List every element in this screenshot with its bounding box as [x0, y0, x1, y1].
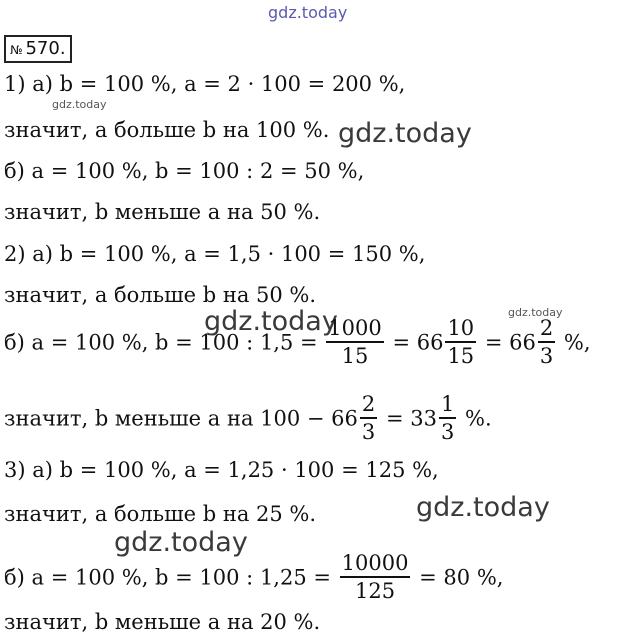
number-sign: №: [10, 43, 23, 57]
denominator: 15: [326, 341, 383, 369]
expr-part: б) a = 100 %, b = 100 : 1,25 =: [4, 565, 331, 590]
watermark: gdz.today: [508, 306, 563, 319]
fraction: [340, 550, 411, 604]
expr-part: = 33: [385, 406, 437, 431]
numerator: 1: [440, 392, 455, 416]
denominator: 3: [360, 417, 377, 445]
expr-part: = 66: [484, 330, 536, 355]
denominator: 15: [445, 341, 476, 369]
watermark: gdz.today: [114, 527, 248, 558]
expr-part: = 80 %,: [419, 565, 504, 590]
line-7: [4, 317, 591, 371]
problem-number: [4, 35, 72, 63]
expr-part: %,: [563, 330, 591, 355]
watermark: gdz.today: [268, 3, 348, 22]
expr-part: %.: [465, 406, 492, 431]
watermark: gdz.today: [204, 306, 338, 337]
numerator: 1000: [328, 316, 382, 340]
expr-part: = 66: [392, 330, 444, 355]
fraction: [360, 391, 377, 445]
line-1: 1) а) b = 100 %, a = 2 · 100 = 200 %,: [4, 72, 406, 96]
numerator: 2: [539, 316, 554, 340]
number-value: 570.: [25, 38, 66, 59]
line-4: значит, b меньше a на 50 %.: [4, 200, 321, 224]
line-12: значит, b меньше a на 20 %.: [4, 610, 321, 634]
line-10: значит, a больше b на 25 %.: [4, 502, 317, 526]
line-8: [4, 393, 492, 447]
line-9: 3) а) b = 100 %, a = 1,25 · 100 = 125 %,: [4, 458, 439, 482]
expr-part: значит, b меньше a на 100 − 66: [4, 406, 358, 431]
numerator: 10: [447, 316, 475, 340]
numerator: 10000: [341, 551, 409, 575]
expr-part: б) a = 100 %, b = 100 : 1,5 =: [4, 330, 318, 355]
line-6: значит, a больше b на 50 %.: [4, 283, 317, 307]
fraction: [439, 391, 456, 445]
line-3: б) a = 100 %, b = 100 : 2 = 50 %,: [4, 159, 365, 183]
line-5: 2) а) b = 100 %, a = 1,5 · 100 = 150 %,: [4, 242, 426, 266]
denominator: 3: [439, 417, 456, 445]
watermark: gdz.today: [338, 118, 472, 149]
denominator: 3: [538, 341, 555, 369]
denominator: 125: [340, 576, 411, 604]
watermark: gdz.today: [52, 98, 107, 111]
line-2: значит, a больше b на 100 %.: [4, 118, 330, 142]
line-11: [4, 552, 503, 606]
fraction: [538, 315, 555, 369]
fraction: [445, 315, 476, 369]
fraction: [326, 315, 383, 369]
numerator: 2: [361, 392, 376, 416]
watermark: gdz.today: [416, 492, 550, 523]
